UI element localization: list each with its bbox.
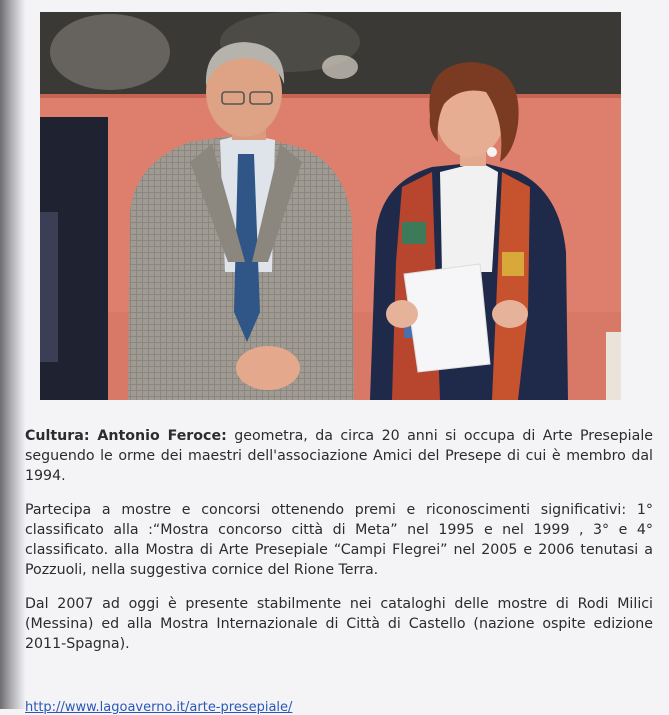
paragraph-2: Partecipa a mostre e concorsi ottenendo premi e riconoscimenti significativi: 1° classificato alla :“Mostra concorso città di Meta” nel 1995 e nel 1999 , 3° e 4° classificato. alla Mostra di Arte Presepiale “Campi Flegrei” nel 2005 e 2006 tenutasi a Pozzuoli, nella suggestiva cornice del Rione Terra. [25, 502, 653, 578]
page-binding-shadow [0, 0, 26, 709]
paragraph-3: Dal 2007 ad oggi è presente stabilmente nei cataloghi delle mostre di Rodi Milici (Messina) ed alla Mostra Internazionale di Città di Castello (nazione ospite edizione 2011-Spagna). [25, 596, 653, 652]
article-photo [40, 12, 621, 400]
lead-label: Cultura: Antonio Feroce: [25, 428, 227, 444]
article-body [25, 426, 653, 668]
paragraph-1-text: geometra, da circa 20 anni si occupa di Arte Presepiale seguendo le orme dei maestri dell'associazione Amici del Presepe di cui è membro dal 1994. [25, 428, 653, 484]
paragraph-1 [25, 426, 653, 486]
source-link[interactable]: http://www.lagoaverno.it/arte-presepiale/ [25, 700, 293, 715]
